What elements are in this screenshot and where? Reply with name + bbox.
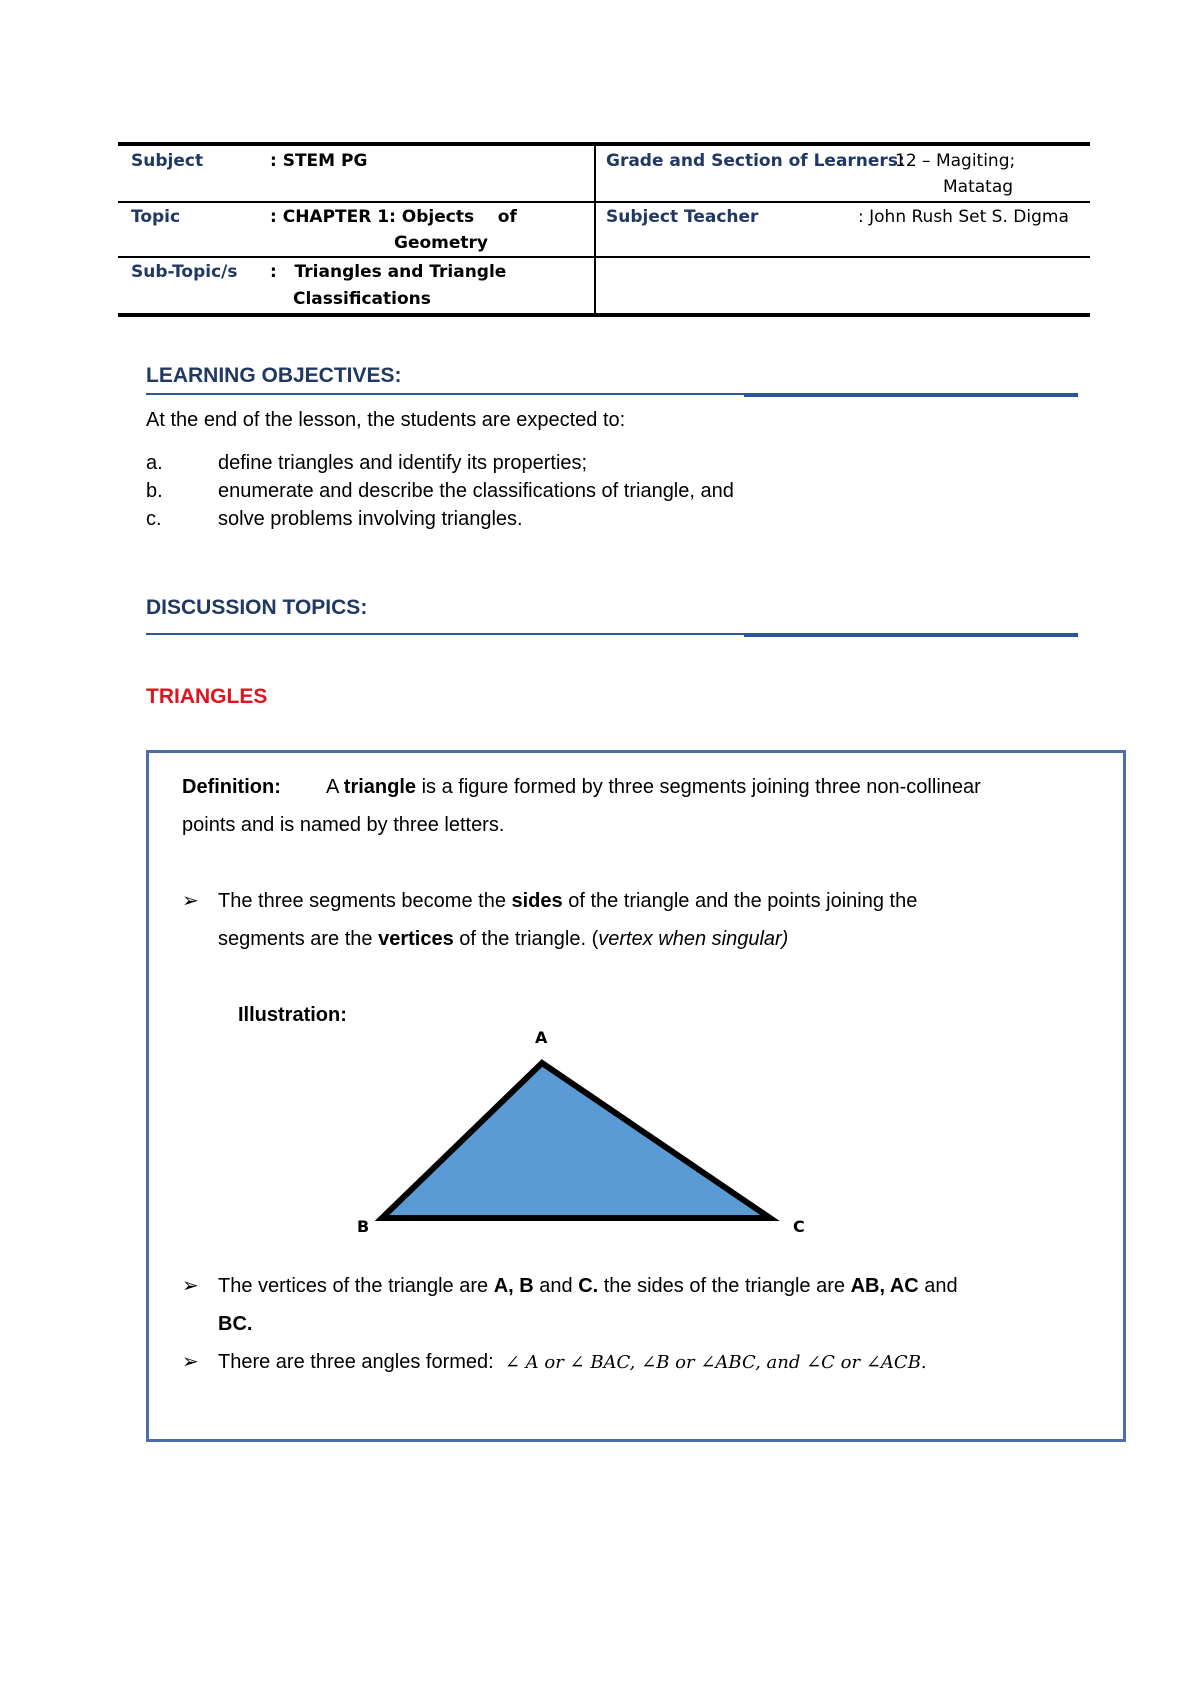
- table-top-border: [118, 142, 1090, 146]
- bullet-italic-note: vertex when singular): [598, 928, 789, 950]
- definition-text: is a figure formed by three segments joining three non-collinear: [416, 776, 981, 798]
- list-item-text: enumerate and describe the classifications of triangle, and: [218, 480, 734, 502]
- angle-expression: ∠ A or ∠ BAC, ∠B or ∠ABC, and ∠C or ∠ACB.: [504, 1352, 927, 1373]
- subtopic-value-line2: Classifications: [293, 289, 431, 309]
- subtopic-value: : Triangles and Triangle: [270, 262, 507, 282]
- definition-text: A: [326, 776, 344, 798]
- bullet-text: the sides of the triangle are: [598, 1275, 851, 1297]
- subject-value: : STEM PG: [270, 151, 368, 171]
- bullet-term: BC.: [218, 1313, 253, 1335]
- section-rule-accent: [744, 393, 1078, 397]
- bullet-text: of the triangle and the points joining the: [562, 890, 918, 912]
- bullet-arrow-icon: ➢: [182, 1275, 199, 1297]
- definition-line: [182, 768, 981, 806]
- grade-label: Grade and Section of Learners:: [606, 151, 905, 171]
- bullet-text: segments are the: [218, 928, 379, 950]
- header-table: [118, 142, 1090, 317]
- bullet-vertices-sides: [182, 1267, 958, 1343]
- bullet-text: of the triangle. (: [453, 928, 599, 950]
- illustration-label: Illustration:: [238, 1004, 347, 1026]
- teacher-value: : John Rush Set S. Digma: [858, 207, 1069, 227]
- topic-value-line2: Geometry: [394, 233, 488, 253]
- triangles-heading: TRIANGLES: [146, 685, 268, 708]
- bullet-arrow-icon: ➢: [182, 890, 199, 912]
- bullet-term: AB, AC: [850, 1275, 919, 1297]
- vertex-a-label: A: [535, 1028, 548, 1047]
- bullet-text: The vertices of the triangle are: [218, 1275, 494, 1297]
- list-marker: a.: [146, 452, 163, 474]
- subtopic-label: Sub-Topic/s: [131, 262, 238, 282]
- table-row-divider: [118, 201, 1090, 203]
- bullet-term: vertices: [378, 928, 454, 950]
- vertex-b-label: B: [357, 1217, 370, 1236]
- definition-term: triangle: [343, 776, 417, 798]
- bullet-text: There are three angles formed:: [218, 1351, 494, 1373]
- section-rule-accent: [744, 633, 1078, 637]
- learning-objectives-heading: LEARNING OBJECTIVES:: [146, 364, 402, 387]
- list-marker: c.: [146, 508, 162, 530]
- bullet-sides-vertices: [182, 882, 1062, 958]
- list-item-text: define triangles and identify its properties;: [218, 452, 588, 474]
- topic-value: : CHAPTER 1: Objects of: [270, 207, 517, 227]
- grade-value: 12 – Magiting;: [895, 151, 1016, 171]
- triangle-shape: [382, 1063, 770, 1218]
- vertex-c-label: C: [793, 1217, 805, 1236]
- definition-label: Definition:: [182, 776, 281, 798]
- triangle-illustration: [360, 1040, 800, 1240]
- list-item: [146, 477, 734, 505]
- subject-label: Subject: [131, 151, 204, 171]
- bullet-arrow-icon: ➢: [182, 1351, 199, 1373]
- table-bottom-border: [118, 313, 1090, 317]
- grade-value-line2: Matatag: [943, 177, 1014, 197]
- bullet-term: sides: [511, 890, 563, 912]
- list-item: [146, 505, 523, 533]
- discussion-topics-heading: DISCUSSION TOPICS:: [146, 596, 368, 619]
- bullet-text: The three segments become the: [218, 890, 512, 912]
- bullet-term: A, B: [493, 1275, 534, 1297]
- objectives-intro: At the end of the lesson, the students are expected to:: [146, 409, 626, 431]
- definition-line-2: points and is named by three letters.: [182, 814, 505, 836]
- teacher-label: Subject Teacher: [606, 207, 759, 227]
- bullet-term: C.: [578, 1275, 599, 1297]
- list-item-text: solve problems involving triangles.: [218, 508, 523, 530]
- list-item: [146, 449, 587, 477]
- topic-label: Topic: [131, 207, 181, 227]
- table-row-divider: [118, 256, 1090, 258]
- bullet-text: and: [918, 1275, 958, 1297]
- bullet-text: and: [533, 1275, 579, 1297]
- table-column-divider: [594, 142, 596, 317]
- list-marker: b.: [146, 480, 163, 502]
- bullet-angles: [182, 1343, 927, 1382]
